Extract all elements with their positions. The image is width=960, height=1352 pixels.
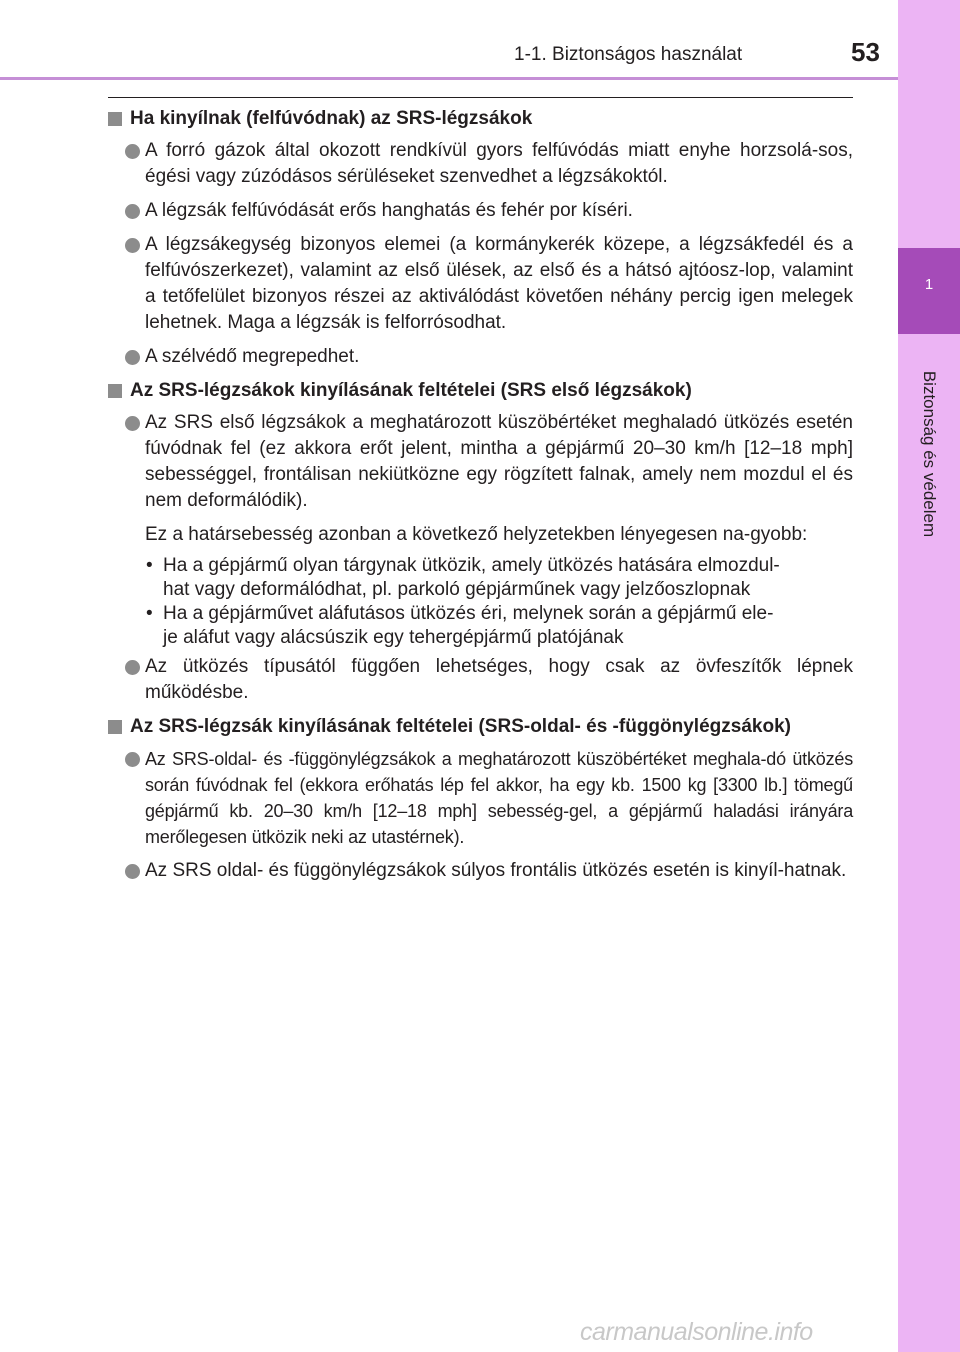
round-bullet-icon (125, 864, 140, 879)
bullet-text: A szélvédő megrepedhet. (145, 346, 360, 367)
section-heading-text: Ha kinyílnak (felfúvódnak) az SRS-légzsákok (130, 108, 533, 129)
side-tab (898, 0, 960, 1352)
round-bullet-icon (125, 144, 140, 159)
bullet-item (108, 232, 853, 336)
square-bullet-icon (108, 112, 122, 126)
dash-item (108, 554, 853, 602)
dash-item-line: Ha a gépjárművet aláfutásos ütközés éri, melynek során a gépjármű ele- (163, 603, 774, 624)
dot-marker-icon: • (146, 555, 153, 576)
bullet-text: A forró gázok által okozott rendkívül gyors felfúvódás miatt enyhe horzsolá-sos, égési vagy zúzódásos sérüléseket szenvedhet a légzsákoktól. (145, 140, 853, 187)
round-bullet-icon (125, 350, 140, 365)
page-content (108, 106, 853, 892)
bullet-item (108, 198, 853, 224)
chapter-number: 1 (924, 276, 934, 293)
section-heading (108, 714, 853, 740)
dash-list (108, 554, 853, 650)
round-bullet-icon (125, 752, 140, 767)
bullet-item (108, 344, 853, 370)
bullet-item (108, 410, 853, 514)
section-heading (108, 378, 853, 404)
section-heading-text: Az SRS-légzsák kinyílásának feltételei (SRS-oldal- és -függönylégzsákok) (130, 716, 791, 737)
bullet-text: Az SRS első légzsákok a meghatározott küszöbértéket meghaladó ütközés esetén fúvódnak fel (ez akkora erőt jelent, mintha a gépjármű 20–30 km/h [12–18 mph] sebességgel, frontálisan nekiütközne egy rögzített falnak, amely nem mozdul el és nem deformálódik). (145, 412, 853, 511)
section-title: 1-1. Biztonságos használat (514, 44, 743, 65)
dash-item-line: Ha a gépjármű olyan tárgynak ütközik, amely ütközés hatására elmozdul- (163, 555, 780, 576)
bullet-text: Az ütközés típusától függően lehetséges, hogy csak az övfeszítők lépnek működésbe. (145, 656, 853, 703)
bullet-item (108, 138, 853, 190)
bullet-item (108, 858, 853, 884)
bullet-text: Az SRS-oldal- és -függönylégzsákok a meghatározott küszöbértéket meghala-dó ütközés során fúvódnak fel (ekkora erőhatás lép fel akkor, ha egy kb. 1500 kg [3300 lb.] tömegű gépjármű kb. 20–30 km/h [12–18 mph] sebesség-gel, a gépjármű haladási irányára merőlegesen ütközik neki az utastérnek). (145, 749, 853, 847)
square-bullet-icon (108, 384, 122, 398)
dash-item (108, 602, 853, 650)
bullet-text: Az SRS oldal- és függönylégzsákok súlyos frontális ütközés esetén is kinyíl-hatnak. (145, 860, 847, 881)
dash-item-line: hat vagy deformálódhat, pl. parkoló gépjárműnek vagy jelzőoszlopnak (163, 579, 751, 600)
square-bullet-icon (108, 720, 122, 734)
bullet-item (108, 746, 853, 850)
round-bullet-icon (125, 238, 140, 253)
bullet-text: A légzsákegység bizonyos elemei (a kormánykerék közepe, a légzsákfedél és a felfúvószerkezet), valamint az első ülések, az első és a hátsó ajtóosz-lop, valamint a tetőfelület bizonyos részei az aktiválódást követően néhány percig igen melegek lehetnek. Maga a légzsák is felforrósodhat. (145, 234, 853, 333)
round-bullet-icon (125, 660, 140, 675)
chapter-label: Biztonság és védelem (920, 370, 939, 538)
round-bullet-icon (125, 204, 140, 219)
section-heading (108, 106, 853, 132)
dot-marker-icon: • (146, 603, 153, 624)
round-bullet-icon (125, 416, 140, 431)
section-heading-text: Az SRS-légzsákok kinyílásának feltételei (SRS első légzsákok) (130, 380, 692, 401)
page-number: 53 (851, 37, 880, 67)
content-top-rule (108, 97, 853, 98)
bullet-item (108, 654, 853, 706)
dash-item-line: je aláfut vagy alácsúszik egy tehergépjármű platójának (163, 627, 624, 648)
watermark-text: carmanualsonline.info (580, 1318, 813, 1346)
header-divider (0, 77, 898, 80)
bullet-text: A légzsák felfúvódását erős hanghatás és fehér por kíséri. (145, 200, 633, 221)
paragraph: Ez a határsebesség azonban a következő helyzetekben lényegesen na-gyobb: (145, 524, 808, 545)
